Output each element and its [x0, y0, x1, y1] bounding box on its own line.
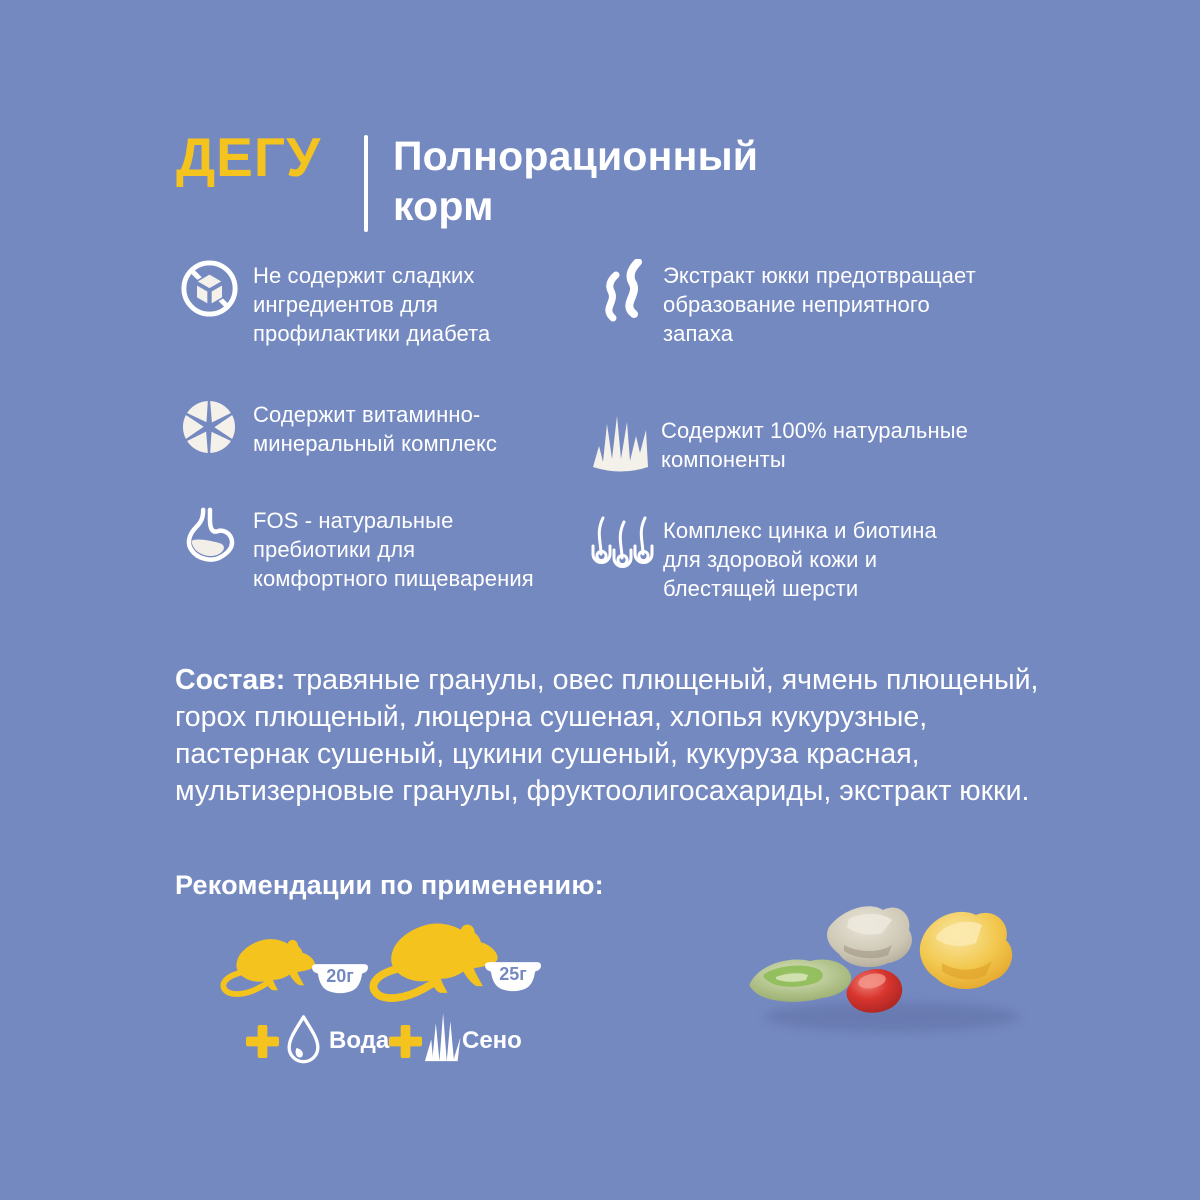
portion-amount-large: 25г — [499, 964, 527, 984]
feature-text-zinc-biotin: Комплекс цинка и биотина для здоровой кожи и блестящей шерсти — [663, 518, 937, 601]
water-drop-icon — [285, 1013, 322, 1071]
water-label: Вода — [329, 1027, 390, 1054]
feature-text-no-sugar: Не содержит сладких ингредиентов для профилактики диабета — [253, 263, 491, 346]
plus-icon — [246, 1025, 279, 1063]
feature-text-fos: FOS - натуральные пребиотики для комфортного пищеварения — [253, 508, 534, 591]
product-subtitle: Полнорационный корм — [393, 133, 759, 230]
hay-label: Сено — [462, 1027, 522, 1054]
plus-icon — [389, 1025, 422, 1063]
no-sugar-icon — [178, 257, 241, 325]
portion-bowl-small — [311, 962, 369, 996]
stomach-icon — [178, 506, 240, 573]
aperture-icon — [178, 396, 240, 463]
food-pieces-photo — [732, 885, 1054, 1050]
composition-paragraph — [175, 662, 1063, 810]
header-divider — [364, 135, 368, 232]
small-degu-icon — [218, 930, 318, 1007]
composition-label: Состав: — [175, 664, 286, 696]
grass-icon — [588, 414, 656, 477]
hay-icon — [424, 1010, 464, 1070]
steam-icon — [596, 259, 648, 328]
portion-amount-small: 20г — [326, 966, 354, 986]
brand-title: ДЕГУ — [176, 126, 322, 188]
large-degu-icon — [366, 912, 502, 1013]
feature-text-vitamins: Содержит витаминно-минеральный комплекс — [253, 402, 498, 456]
recommendations-title: Рекомендации по применению: — [175, 870, 604, 900]
feature-text-yucca: Экстракт юкки предотвращает образование неприятного запаха — [663, 263, 976, 346]
composition-text: травяные гранулы, овес плющеный, ячмень плющеный, горох плющеный, люцерна сушеная, хлопья кукурузные, пастернак сушеный, цукини сушеный, кукуруза красная, мультизерновые гранулы, фруктоолигосахариды, экстракт юкки. — [175, 664, 1039, 807]
feature-text-natural: Содержит 100% натуральные компоненты — [661, 418, 968, 472]
portion-bowl-large — [484, 960, 542, 994]
hair-follicle-icon — [590, 514, 654, 579]
